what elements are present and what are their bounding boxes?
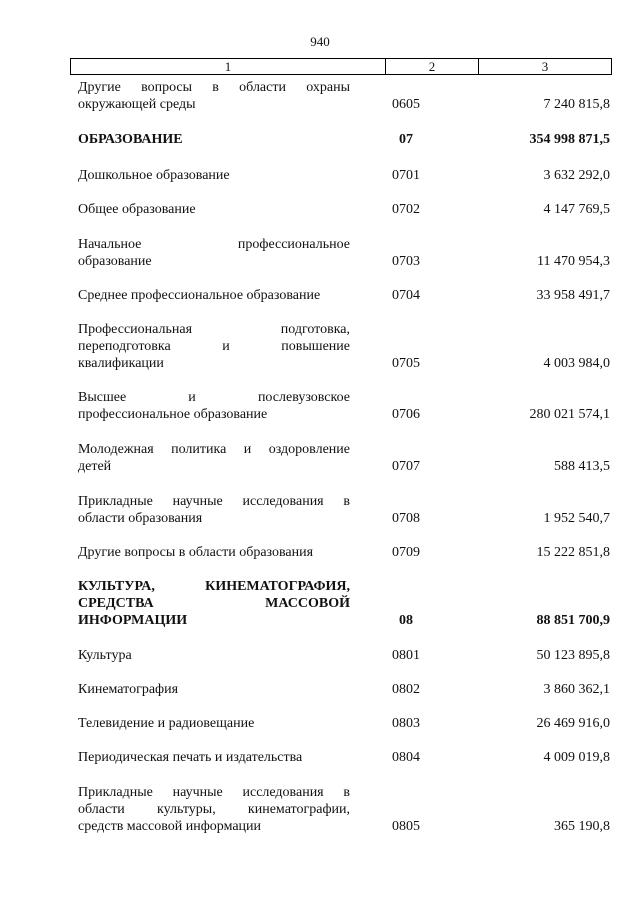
row-name-line: Среднее профессиональное образование: [78, 288, 321, 303]
row-code: 0801: [392, 648, 420, 663]
row-name-line: Другие вопросы в области образования: [78, 545, 314, 560]
row-code: 0705: [392, 356, 420, 371]
row-name-line: области культуры, кинематографии,: [78, 802, 350, 817]
table-row: [78, 544, 610, 561]
row-code: 0709: [392, 545, 420, 560]
row-amount: 7 240 815,8: [543, 97, 610, 112]
row-name-line: Кинематография: [78, 682, 179, 697]
header-col-2: 2: [386, 59, 479, 74]
row-amount: 365 190,8: [554, 819, 610, 834]
row-name-line: ИНФОРМАЦИИ: [78, 613, 188, 628]
table-row: [78, 681, 610, 698]
row-name-line: квалификации: [78, 356, 164, 371]
row-name-line: Дошкольное образование: [78, 168, 230, 183]
table-row: [78, 749, 610, 766]
table-row: [78, 784, 610, 835]
row-name-line: Прикладные научные исследования в: [78, 785, 350, 800]
row-code: 0701: [392, 168, 420, 183]
table-row: [78, 167, 610, 184]
row-name: [78, 236, 350, 270]
table-row: [78, 79, 610, 113]
row-name: [78, 167, 350, 184]
row-code: 0804: [392, 750, 420, 765]
row-amount: 588 413,5: [554, 459, 610, 474]
row-name: [78, 544, 350, 561]
row-name-line: окружающей среды: [78, 97, 196, 112]
row-name-line: Начальное профессиональное: [78, 237, 350, 252]
row-name: [78, 389, 350, 423]
header-col-3: 3: [541, 59, 549, 74]
row-code: 0803: [392, 716, 420, 731]
row-name-line: Высшее и послевузовское: [78, 390, 350, 405]
row-name-line: Периодическая печать и издательства: [78, 750, 303, 765]
table-row: [78, 493, 610, 527]
row-code: 0708: [392, 511, 420, 526]
row-name-line: образование: [78, 254, 152, 269]
table-row: [78, 201, 610, 218]
table-row: [78, 287, 610, 304]
row-amount: 1 952 540,7: [543, 511, 610, 526]
row-name-line: переподготовка и повышение: [78, 339, 350, 354]
row-name-line: Телевидение и радиовещание: [78, 716, 255, 731]
row-amount: 3 632 292,0: [543, 168, 610, 183]
row-name-line: ОБРАЗОВАНИЕ: [78, 132, 183, 147]
row-name: [78, 201, 350, 218]
row-name-line: Прикладные научные исследования в: [78, 494, 350, 509]
row-amount: 4 003 984,0: [543, 356, 610, 371]
row-amount: 15 222 851,8: [536, 545, 610, 560]
row-code: 0805: [392, 819, 420, 834]
table-row: [78, 236, 610, 270]
row-code: 07: [399, 132, 413, 147]
row-amount: 280 021 574,1: [529, 407, 610, 422]
row-amount: 354 998 871,5: [529, 132, 610, 147]
row-name: [78, 647, 350, 664]
table-row: [78, 321, 610, 372]
row-name: [78, 79, 350, 113]
row-name-line: Молодежная политика и оздоровление: [78, 442, 350, 457]
row-amount: 3 860 362,1: [543, 682, 610, 697]
row-code: 0703: [392, 254, 420, 269]
row-name: [78, 681, 350, 698]
table-row: [78, 647, 610, 664]
row-code: 0802: [392, 682, 420, 697]
row-name: [78, 784, 350, 835]
row-name: [78, 131, 350, 148]
row-amount: 88 851 700,9: [536, 613, 610, 628]
table-row: [78, 578, 610, 629]
row-name: [78, 287, 350, 304]
row-code: 0706: [392, 407, 420, 422]
header-col-1: 1: [71, 59, 386, 74]
row-code: 0702: [392, 202, 420, 217]
row-name: [78, 715, 350, 732]
row-name-line: Общее образование: [78, 202, 196, 217]
row-code: 0704: [392, 288, 420, 303]
table-row: [78, 441, 610, 475]
row-name-line: средств массовой информации: [78, 819, 262, 834]
table-row: [78, 389, 610, 423]
row-name-line: области образования: [78, 511, 203, 526]
row-name-line: Другие вопросы в области охраны: [78, 80, 350, 95]
table-row: [78, 715, 610, 732]
row-name: [78, 321, 350, 372]
row-name-line: Профессиональная подготовка,: [78, 322, 350, 337]
row-name: [78, 749, 350, 766]
row-name-line: СРЕДСТВА МАССОВОЙ: [78, 596, 350, 611]
row-name-line: профессиональное образование: [78, 407, 268, 422]
row-amount: 26 469 916,0: [536, 716, 610, 731]
row-name-line: Культура: [78, 648, 132, 663]
row-code: 08: [399, 613, 413, 628]
row-name: [78, 578, 350, 629]
row-code: 0707: [392, 459, 420, 474]
row-amount: 50 123 895,8: [536, 648, 610, 663]
row-name: [78, 493, 350, 527]
row-name: [78, 441, 350, 475]
row-name-line: детей: [78, 459, 112, 474]
table-header: [70, 58, 612, 75]
row-amount: 11 470 954,3: [537, 254, 610, 269]
page-number: 940: [310, 34, 330, 49]
row-amount: 4 009 019,8: [543, 750, 610, 765]
table-row: [78, 131, 610, 148]
row-amount: 33 958 491,7: [536, 288, 610, 303]
row-amount: 4 147 769,5: [543, 202, 610, 217]
row-name-line: КУЛЬТУРА, КИНЕМАТОГРАФИЯ,: [78, 579, 350, 594]
row-code: 0605: [392, 97, 420, 112]
